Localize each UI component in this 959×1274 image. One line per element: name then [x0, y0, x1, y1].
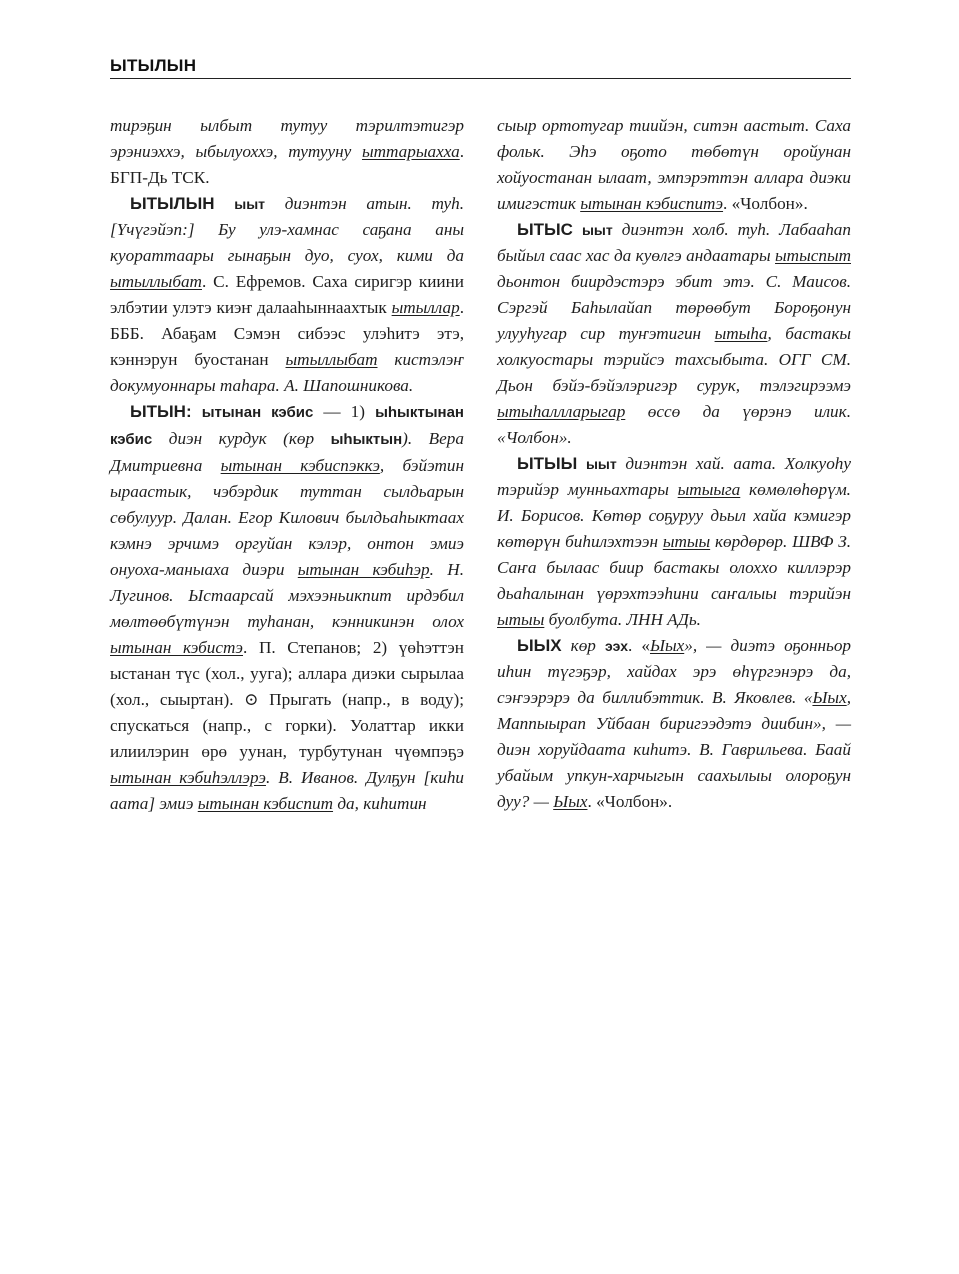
- text: диэнтэн холб. туһ. Лабааһап быйыл саас хас да куөлгэ андаатары: [497, 220, 851, 265]
- text: . П. Степанов; 2) үөһэттэн ыстанан түс (хол., ууга); аллара диэки сырылаа (хол., сыыртан). ⊙ Прыгать (напр., в воду); спускаться (напр., с горки). Уолаттар икки илиилэрин өрө уунан, турбутунан чүөмпэҕэ: [110, 638, 464, 761]
- text: , бастакы холкуостары тэрийсэ тахсыбыта. ОГГ СМ. Дьон бэйэ-бэйэлэригэр сурук, тэлэгирээмэ: [497, 324, 851, 395]
- grammar-label: ыыт: [585, 456, 617, 472]
- example-word: ытынан кэбиспитэ: [580, 194, 724, 213]
- text: да, киһитин: [333, 794, 427, 813]
- example-word: ытынан кэбистэ: [110, 638, 244, 657]
- headword: ЫЫХ: [517, 636, 562, 655]
- text: көрдөрөр. ШВФ З. Саҥа былаас биир бастакы олохxо киллэрэр дьаһалынан үөрэхтээһини саҥалыы тэрийэн: [497, 532, 851, 603]
- source: . «Чолбон».: [723, 194, 808, 213]
- example-word: ыттарыахха: [361, 142, 460, 161]
- text: , бэйэтин ыраастык, чэбэрдик туттан сылдьарын сөбулуур. Далан. Егор Килович былдьаһыктаах кэмнэ эрчимэ оргуйан кэлэр, онтон эмиэ онуоха-маныаха диэри: [110, 456, 464, 579]
- headword: ЫТЫН:: [130, 402, 192, 421]
- text: . БББ. Абаҕам Сэмэн сибээс улэһитэ этэ, кэннэрун буостанан: [110, 298, 464, 369]
- cross-reference: ээх: [604, 638, 629, 654]
- example-word: Ыых: [553, 792, 588, 811]
- text: сыыр ортотугар тиийэн, ситэн аастыт. Саха фольк. Эһэ оҕото төбөтүн оройунан хойуостанан ылаат, эмпэрэттэн аллара диэки имигэстик: [497, 116, 851, 213]
- text: . «: [628, 636, 650, 655]
- text: кистэлэҥ докумуоннары таһара. А. Шапошникова.: [110, 350, 464, 395]
- entry-ytys: [497, 217, 851, 451]
- text: өссө да үөрэнэ илик. «Чолбон».: [497, 402, 851, 447]
- source: . БГП-Дь ТСК.: [110, 142, 464, 187]
- text: дьонтон биирдэстэрэ эбит этэ. С. Маисов. Сэргэй Баһылайап төрөөбут Бороҕонун улууһугар сир туҥэтигин: [497, 272, 851, 343]
- headword: ЫТЫЫ: [517, 454, 578, 473]
- text: ). Вера Дмитриевна: [110, 429, 464, 475]
- example-word: ытыллыбат: [110, 272, 202, 291]
- subentry: ытынан кэбис: [201, 404, 314, 421]
- text: диэн курдук (көр: [152, 429, 331, 448]
- text: — 1): [313, 402, 376, 421]
- example-word: ытыһа: [714, 324, 768, 343]
- example-word: ытыы: [662, 532, 711, 551]
- cross-reference: ыһыктын: [330, 431, 403, 448]
- example-word: Ыых: [812, 688, 847, 707]
- text: . С. Ефремов. Саха сиригэр киини элбэтии улэтэ киэҥ далааһыннаахтык: [110, 272, 464, 317]
- continuation-paragraph: [110, 113, 464, 191]
- example-word: ытыспыт: [775, 246, 851, 265]
- headword: ЫТЫЛЫН: [130, 194, 215, 213]
- example-word: ытыллыбат: [285, 350, 378, 369]
- text: . В. Иванов. Дулҕун [киһи аата] эмиэ: [110, 768, 465, 813]
- grammar-label: ыыт: [234, 196, 266, 212]
- example-word: ытыһаллларыгар: [497, 402, 626, 421]
- example-word: ытыыга: [677, 480, 741, 499]
- text: диэнтэн атын. туһ. [Үчүгэйэп:] Бу улэ-хамнас саҕана аны куораттаары гынаҕын дуо, суох, кими да: [110, 194, 464, 265]
- grammar-label: ыыт: [581, 222, 613, 238]
- headword: ЫТЫС: [517, 220, 573, 239]
- grammar-label: көр: [570, 636, 596, 655]
- source: . «Чолбон».: [587, 792, 673, 811]
- running-head: ЫТЫЛЫН: [110, 56, 197, 75]
- entry-ytylyn: [110, 191, 464, 399]
- example-word: ытынан кэбиһэр: [297, 560, 430, 579]
- entry-ytyy: [497, 451, 851, 633]
- example-word: Ыых: [649, 636, 685, 655]
- text: , Маппыырап Уйбаан биригээдэтэ диибин», — диэн хоруйдаата киһитэ. В. Гаврильева. Баай убайым упкун-харчыгын саахылыы олороҕун дуу? —: [497, 688, 851, 811]
- right-column: [497, 113, 851, 815]
- continuation-paragraph: [497, 113, 851, 217]
- example-word: ытынан кэбиспит: [197, 794, 334, 813]
- example-word: ытыллар: [391, 298, 460, 317]
- entry-yykh: [497, 633, 851, 815]
- subentry: ыһыктынан кэбис: [110, 404, 464, 448]
- text: көмөлөһөрүм. И. Борисов. Көтөр соҕуруу дьыл хайа кэмигэр көтөрүн биһилэхтээн: [497, 480, 851, 551]
- example-word: ытынан кэбиспэккэ: [220, 456, 380, 475]
- text: диэнтэн хай. аата. Холкуоһу тэрийэр мунньахтары: [497, 454, 852, 499]
- text: буолбута. ЛНН АДь.: [544, 610, 701, 629]
- text: », — диэтэ оҕонньор иһин түгэҕэр, хайдах эрэ өһүргэнэрэ да, сэҥээрэрэ да биллибэттик. В. Яковлев. «: [497, 636, 852, 707]
- left-column: [110, 113, 464, 817]
- example-word: ытыы: [497, 610, 545, 629]
- entry-ytyn: [110, 399, 464, 817]
- text: тирэҕин ылбыт тутуу тэрилтэтигэр эрэниэххэ, ыбылуоххэ, тутууну: [110, 116, 464, 161]
- text: . Н. Лугинов. Ыстаарсай мэхээньикпит ирдэбил мөлтөөбүтүнэн туһанан, кэнникинэн олох: [110, 560, 464, 631]
- example-word: ытынан кэбиһэллэрэ: [110, 768, 266, 787]
- header-rule: [110, 78, 851, 79]
